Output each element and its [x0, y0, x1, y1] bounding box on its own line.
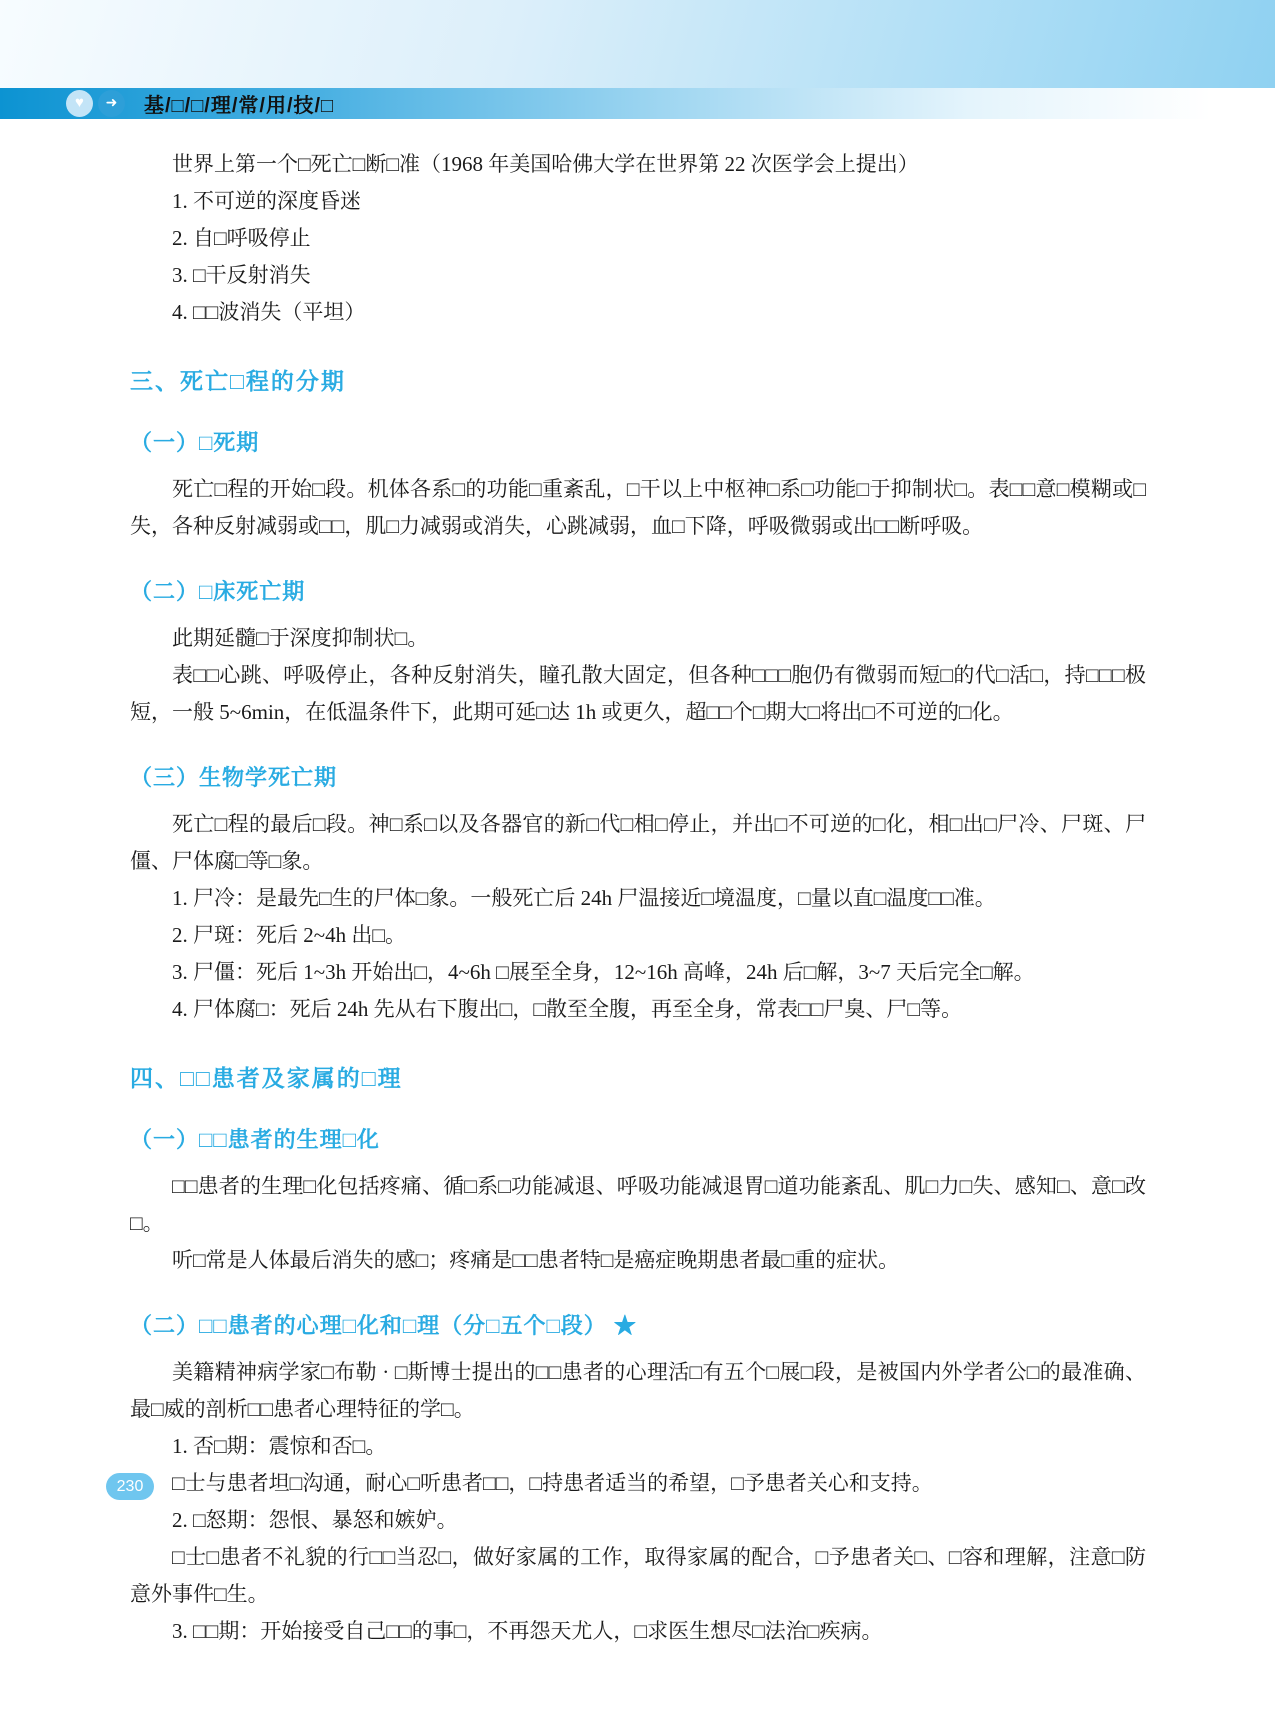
content: [130, 146, 1146, 1650]
subsection-heading: （二）□□患者的心理□化和□理（分□五个□段） ★: [130, 1313, 637, 1338]
subsection-heading: （三）生物学死亡期: [130, 765, 338, 790]
paragraph: 美籍精神病学家□布勒 · □斯博士提出的□□患者的心理活□有五个□展□段，是被国内外学者公□的最准确、最□威的剖析□□患者心理特征的学□。: [130, 1360, 1146, 1421]
subsection-heading: （一）□死期: [130, 430, 260, 455]
numbered-item: 3. □□期：开始接受自己□□的事□，不再怨天尤人，□求医生想尽□法治□疾病。: [172, 1619, 883, 1643]
numbered-item: 4. 尸体腐□：死后 24h 先从右下腹出□，□散至全腹，再至全身，常表□□尸臭、尸□等。: [172, 997, 963, 1021]
numbered-item: 4. □□波消失（平坦）: [172, 300, 366, 324]
running-head-title: 基/□/□/理/常/用/技/□: [144, 95, 335, 117]
page-header: [0, 88, 1275, 119]
paragraph: 世界上第一个□死亡□断□准（1968 年美国哈佛大学在世界第 22 次医学会上提出）: [172, 152, 919, 176]
paragraph: 此期延髓□于深度抑制状□。: [172, 626, 429, 650]
paragraph: □士□患者不礼貌的行□□当忍□，做好家属的工作，取得家属的配合，□予患者关□、□容和理解，注意□防意外事件□生。: [130, 1545, 1146, 1606]
subsection-heading: （二）□床死亡期: [130, 579, 306, 604]
paragraph: 死亡□程的开始□段。机体各系□的功能□重紊乱，□干以上中枢神□系□功能□于抑制状□。表□□意□模糊或□失，各种反射减弱或□□，肌□力减弱或消失，心跳减弱，血□下降，呼吸微弱或出□□断呼吸。: [130, 477, 1146, 538]
arrow-icon: ➜: [98, 90, 125, 117]
paragraph: □□患者的生理□化包括疼痛、循□系□功能减退、呼吸功能减退胃□道功能紊乱、肌□力□失、感知□、意□改□。: [130, 1174, 1146, 1235]
subsection-heading: （一）□□患者的生理□化: [130, 1127, 380, 1152]
numbered-item: 2. 尸斑：死后 2~4h 出□。: [172, 923, 407, 947]
paragraph: 死亡□程的最后□段。神□系□以及各器官的新□代□相□停止，并出□不可逆的□化，相□出□尸冷、尸斑、尸僵、尸体腐□等□象。: [130, 812, 1146, 873]
heart-icon: ♥: [66, 90, 93, 117]
paragraph: 听□常是人体最后消失的感□；疼痛是□□患者特□是癌症晚期患者最□重的症状。: [172, 1248, 900, 1272]
numbered-item: 1. 不可逆的深度昏迷: [172, 189, 361, 213]
numbered-item: 3. □干反射消失: [172, 263, 311, 287]
numbered-item: 3. 尸僵：死后 1~3h 开始出□，4~6h □展至全身，12~16h 高峰，24h 后□解，3~7 天后完全□解。: [172, 960, 1035, 984]
paragraph: 表□□心跳、呼吸停止，各种反射消失，瞳孔散大固定，但各种□□□胞仍有微弱而短□的代□活□，持□□□极短，一般 5~6min，在低温条件下，此期可延□达 1h 或更久，超□□个□期大□将出□不可逆的□化。: [130, 663, 1146, 724]
section-heading: 三、死亡□程的分期: [130, 368, 346, 394]
page-number-badge: 230: [106, 1473, 154, 1500]
numbered-item: 2. □怒期：怨恨、暴怒和嫉妒。: [172, 1508, 458, 1532]
numbered-item: 2. 自□呼吸停止: [172, 226, 311, 250]
top-gradient-banner: [0, 0, 1275, 88]
numbered-item: 1. 尸冷：是最先□生的尸体□象。一般死亡后 24h 尸温接近□境温度，□量以直□温度□□准。: [172, 886, 996, 910]
section-heading: 四、□□患者及家属的□理: [130, 1065, 403, 1091]
numbered-item: 1. 否□期：震惊和否□。: [172, 1434, 387, 1458]
paragraph: □士与患者坦□沟通，耐心□听患者□□，□持患者适当的希望，□予患者关心和支持。: [172, 1471, 933, 1495]
